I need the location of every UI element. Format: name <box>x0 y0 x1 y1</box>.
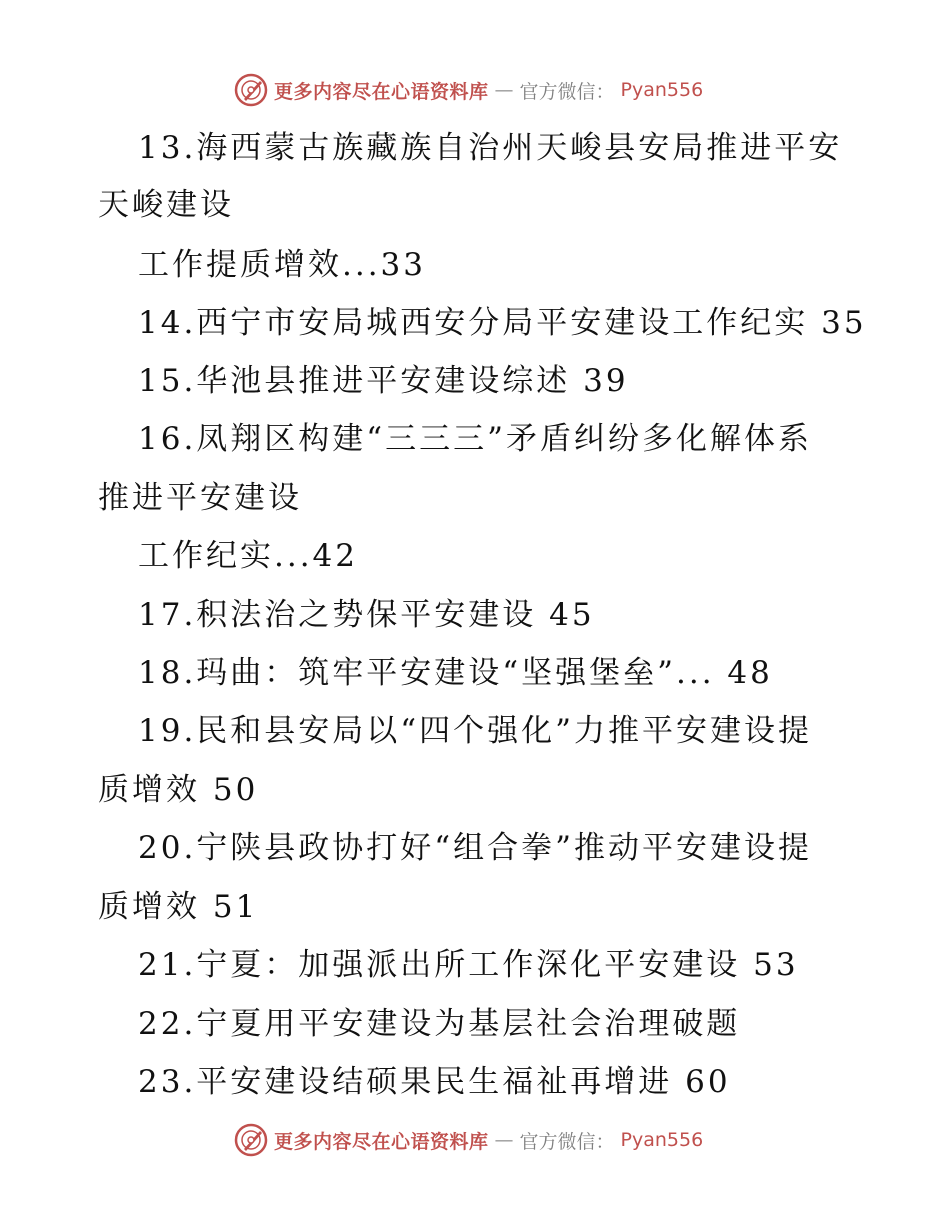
toc-line: 20.宁陕县政协打好“组合拳”推动平安建设提 <box>138 830 812 866</box>
banner-text: 更多内容尽在心语资料库 <box>274 80 489 103</box>
banner-wechat-id: Pyan556 <box>620 79 704 101</box>
banner-dash: — <box>494 1129 514 1151</box>
toc-line: 15.华池县推进平安建设综述 39 <box>138 363 629 399</box>
toc-line: 工作提质增效...33 <box>138 247 427 283</box>
brand-logo-icon <box>234 1123 268 1157</box>
toc-line: 23.平安建设结硕果民生福祉再增进 60 <box>138 1064 731 1100</box>
toc-line: 天峻建设 <box>98 187 234 223</box>
banner-dash: — <box>494 79 514 101</box>
toc-line: 16.凤翔区构建“三三三”矛盾纠纷多化解体系 <box>138 421 812 457</box>
toc-line: 推进平安建设 <box>98 480 302 516</box>
banner-label: 官方微信： <box>519 80 615 103</box>
banner-text: 更多内容尽在心语资料库 <box>274 1130 489 1153</box>
toc-line: 18.玛曲：筑牢平安建设“坚强堡垒”... 48 <box>138 655 773 691</box>
banner-label: 官方微信： <box>519 1130 615 1153</box>
toc-line: 质增效 51 <box>98 889 259 925</box>
toc-line: 22.宁夏用平安建设为基层社会治理破题 <box>138 1006 741 1042</box>
toc-line: 19.民和县安局以“四个强化”力推平安建设提 <box>138 713 812 749</box>
header-watermark-banner <box>234 70 703 110</box>
footer-watermark-banner <box>234 1120 703 1160</box>
toc-line: 14.西宁市安局城西安分局平安建设工作纪实 35 <box>138 305 867 341</box>
toc-line: 质增效 50 <box>98 772 259 808</box>
banner-wechat-id: Pyan556 <box>620 1129 704 1151</box>
toc-line: 13.海西蒙古族藏族自治州天峻县安局推进平安 <box>138 130 843 166</box>
brand-logo-icon <box>234 73 268 107</box>
toc-line: 工作纪实...42 <box>138 538 359 574</box>
toc-line: 21.宁夏：加强派出所工作深化平安建设 53 <box>138 947 799 983</box>
toc-line: 17.积法治之势保平安建设 45 <box>138 597 595 633</box>
